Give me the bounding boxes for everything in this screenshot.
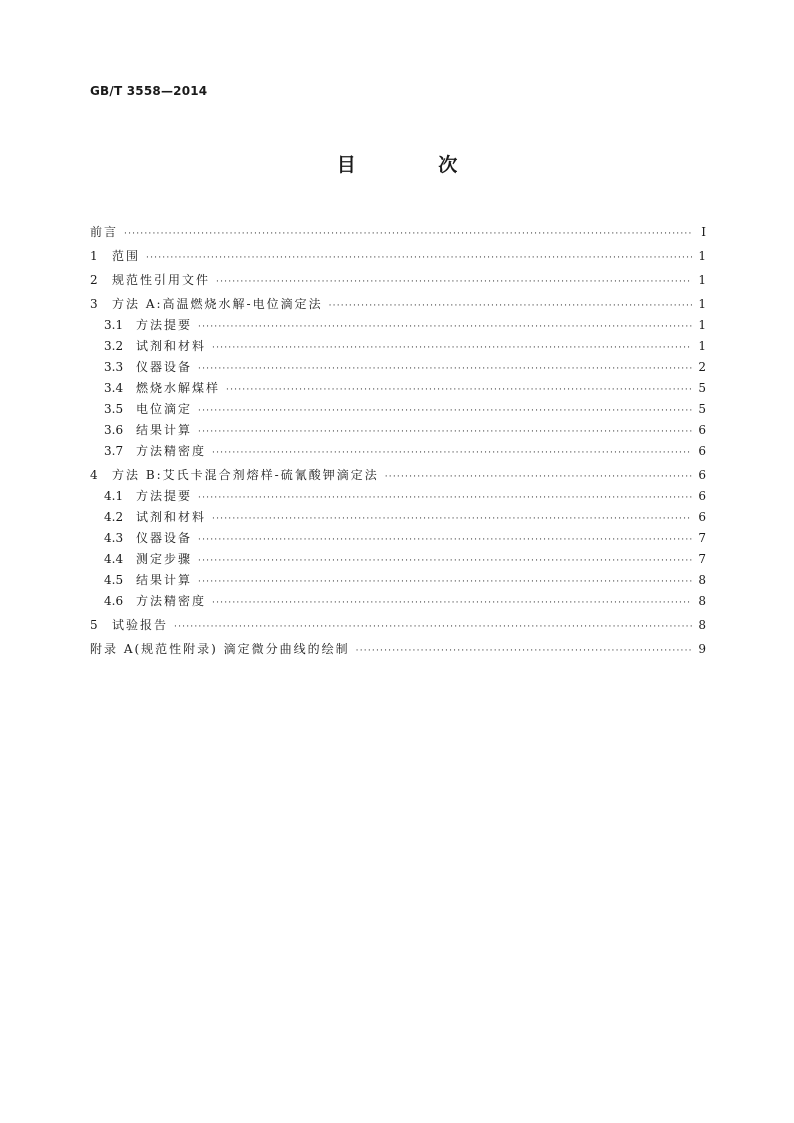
toc-dot-leader: [198, 494, 692, 503]
toc-entry-number: 4.3: [104, 531, 124, 545]
toc-dot-leader: [212, 449, 692, 458]
toc-page-number: 8: [698, 618, 706, 632]
toc-page-number: 7: [698, 552, 706, 566]
toc-page-number: 9: [698, 642, 706, 656]
toc-dot-leader: [198, 536, 692, 545]
toc-entry[interactable]: [90, 250, 706, 263]
toc-entry-title: 仪器设备: [136, 531, 193, 545]
toc-entry[interactable]: [90, 226, 706, 239]
toc-page-number: 8: [698, 573, 706, 587]
toc-entry[interactable]: [104, 382, 706, 395]
toc-title: 目 次: [336, 154, 496, 176]
toc-entry[interactable]: [104, 553, 706, 566]
toc-page-number: 8: [698, 594, 706, 608]
toc-dot-leader: [212, 344, 692, 353]
toc-page-number: 6: [698, 468, 706, 482]
toc-dot-leader: [198, 323, 692, 332]
toc-page-number: 5: [698, 381, 706, 395]
toc-page-number: 6: [698, 444, 706, 458]
toc-entry-title: 电位滴定: [136, 402, 193, 416]
toc-dot-leader: [356, 647, 692, 656]
toc-entry-title: 方法提要: [136, 318, 193, 332]
toc-dot-leader: [198, 578, 692, 587]
toc-entry-number: 2: [90, 273, 98, 287]
toc-entry-number: 4.5: [104, 573, 124, 587]
standard-code: GB/T 3558—2014: [90, 84, 208, 98]
toc-entry-number: 3.2: [104, 339, 124, 353]
toc-page-number: 6: [698, 489, 706, 503]
toc-entry-number: 3.5: [104, 402, 124, 416]
toc-entry[interactable]: [90, 274, 706, 287]
toc-dot-leader: [198, 428, 692, 437]
toc-entry-number: 4.4: [104, 552, 124, 566]
toc-entry[interactable]: [104, 319, 706, 332]
toc-dot-leader: [198, 365, 692, 374]
toc-entry-number: 4.6: [104, 594, 124, 608]
toc-entry-title: 结果计算: [136, 423, 193, 437]
toc-dot-leader: [329, 302, 692, 311]
toc-entry[interactable]: [104, 424, 706, 437]
toc-entry-number: 3.1: [104, 318, 124, 332]
toc-entry[interactable]: [104, 403, 706, 416]
toc-entry-title: 方法精密度: [136, 594, 207, 608]
toc-dot-leader: [212, 515, 692, 524]
toc-entry-title: 范围: [112, 249, 141, 263]
toc-dot-leader: [198, 557, 692, 566]
toc-entry-number: 3.7: [104, 444, 124, 458]
toc-entry[interactable]: [104, 595, 706, 608]
toc-entry-title: 附录 A(规范性附录) 滴定微分曲线的绘制: [90, 642, 350, 656]
toc-dot-leader: [212, 599, 692, 608]
toc-entry-title: 试剂和材料: [136, 339, 207, 353]
toc-page-number: 1: [698, 249, 706, 263]
toc-entry[interactable]: [90, 469, 706, 482]
table-of-contents: [90, 214, 706, 654]
toc-page-number: 1: [698, 297, 706, 311]
toc-entry-number: 3.6: [104, 423, 124, 437]
toc-entry[interactable]: [104, 361, 706, 374]
toc-entry-title: 前言: [90, 225, 119, 239]
toc-dot-leader: [124, 230, 692, 239]
toc-entry[interactable]: [90, 643, 706, 656]
toc-page-number: 5: [698, 402, 706, 416]
toc-entry-title: 结果计算: [136, 573, 193, 587]
toc-page-number: 7: [698, 531, 706, 545]
toc-entry-title: 燃烧水解煤样: [136, 381, 221, 395]
toc-entry-number: 4: [90, 468, 98, 482]
toc-page-number: 1: [698, 318, 706, 332]
toc-page-number: 6: [698, 423, 706, 437]
toc-page-number: 1: [698, 273, 706, 287]
toc-dot-leader: [226, 386, 692, 395]
toc-entry-title: 方法 A:高温燃烧水解-电位滴定法: [112, 297, 323, 311]
toc-entry-number: 5: [90, 618, 98, 632]
toc-entry-number: 4.2: [104, 510, 124, 524]
toc-entry-title: 规范性引用文件: [112, 273, 211, 287]
toc-entry-number: 3.3: [104, 360, 124, 374]
toc-page-number: 1: [698, 339, 706, 353]
toc-entry-title: 试剂和材料: [136, 510, 207, 524]
toc-entry-number: 3: [90, 297, 98, 311]
toc-dot-leader: [216, 278, 692, 287]
toc-dot-leader: [198, 407, 692, 416]
toc-entry-title: 仪器设备: [136, 360, 193, 374]
toc-entry[interactable]: [104, 511, 706, 524]
toc-entry[interactable]: [90, 298, 706, 311]
toc-entry-title: 试验报告: [112, 618, 169, 632]
toc-entry[interactable]: [104, 532, 706, 545]
toc-entry[interactable]: [104, 445, 706, 458]
toc-dot-leader: [146, 254, 692, 263]
toc-entry-number: 4.1: [104, 489, 124, 503]
toc-page-number: I: [701, 225, 706, 239]
toc-page-number: 2: [698, 360, 706, 374]
toc-entry[interactable]: [104, 340, 706, 353]
toc-dot-leader: [385, 473, 692, 482]
toc-entry-title: 方法提要: [136, 489, 193, 503]
toc-entry[interactable]: [104, 490, 706, 503]
toc-entry-title: 方法 B:艾氏卡混合剂熔样-硫氰酸钾滴定法: [112, 468, 379, 482]
toc-entry-title: 测定步骤: [136, 552, 193, 566]
toc-entry[interactable]: [90, 619, 706, 632]
toc-entry-title: 方法精密度: [136, 444, 207, 458]
toc-entry-number: 3.4: [104, 381, 124, 395]
toc-entry-number: 1: [90, 249, 98, 263]
toc-dot-leader: [174, 623, 692, 632]
toc-page-number: 6: [698, 510, 706, 524]
toc-entry[interactable]: [104, 574, 706, 587]
